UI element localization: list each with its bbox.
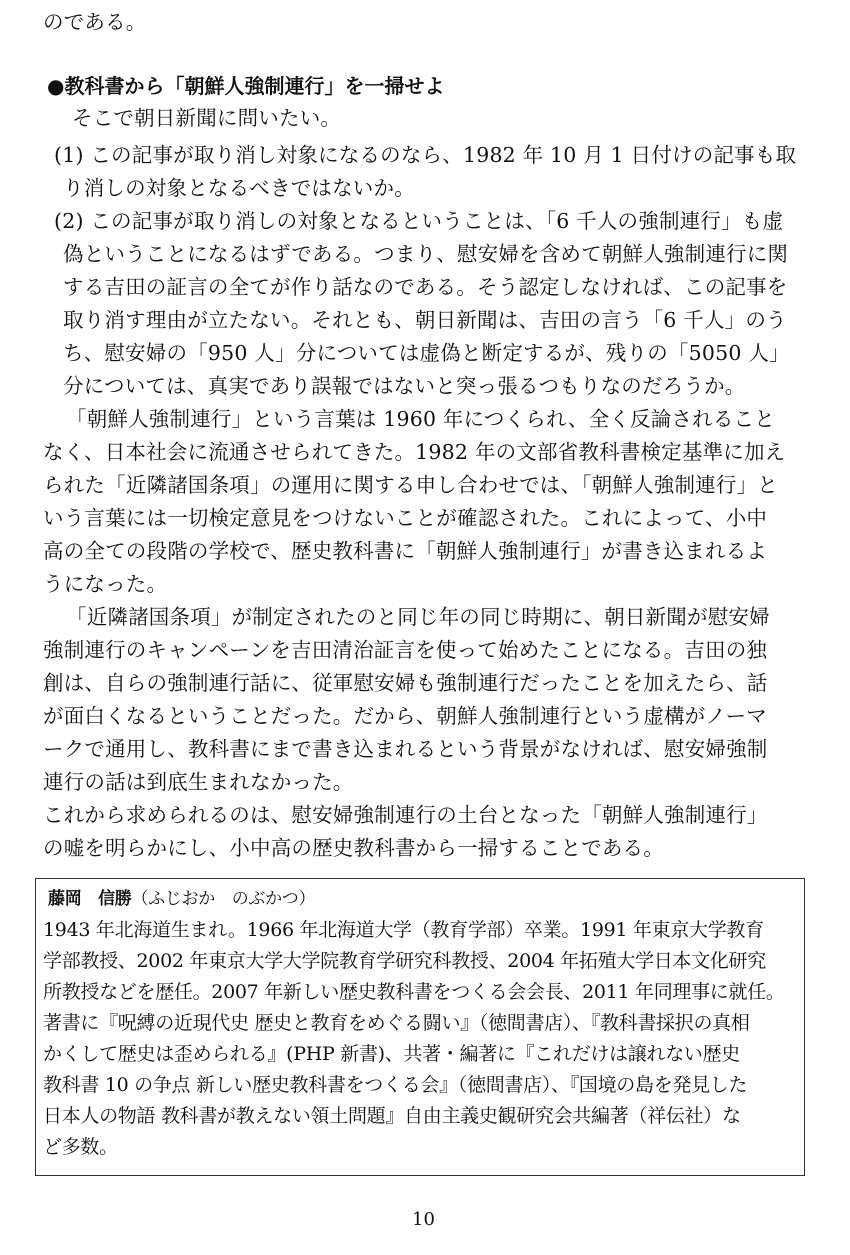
bio-line-5: かくして歴史は歪められる』(PHP 新書)、共著・編著に『これだけは譲れない歴史	[43, 1043, 741, 1065]
body-line-20: が面白くなるということだった。だから、朝鮮人強制連行という虚構がノーマ	[43, 704, 767, 728]
body-line-6: 偽ということになるはずである。つまり、慰安婦を含めて朝鮮人強制連行に関	[63, 242, 789, 266]
body-line-16: うになった。	[43, 572, 168, 596]
body-line-13: られた「近隣諸国条項」の運用に関する申し合わせでは、「朝鮮人強制連行」と	[43, 473, 778, 497]
body-line-3: (1) この記事が取り消し対象になるのなら、1982 年 10 月 1 日付けの記事も取	[54, 143, 797, 167]
body-line-11: 「朝鮮人強制連行」という言葉は 1960 年につくられ、全く反論されること	[66, 407, 775, 431]
author-name-reading: （ふじおか のぶかつ）	[131, 889, 316, 909]
body-line-21: ークで通用し、教科書にまで書き込まれるという背景がなければ、慰安婦強制	[43, 737, 768, 761]
bio-line-3: 所教授などを歴任。2007 年新しい歴史教科書をつくる会会長、2011 年同理事に就任。	[43, 981, 785, 1003]
author-name-line	[48, 887, 315, 910]
body-line-15: 高の全ての段階の学校で、歴史教科書に「朝鮮人強制連行」が書き込まれるよ	[43, 539, 768, 563]
body-line-9: ち、慰安婦の「950 人」分については虚偽と断定するが、残りの「5050 人」	[63, 341, 790, 365]
body-line-5: (2) この記事が取り消しの対象となるということは、「6 千人の強制連行」も虚	[54, 209, 784, 233]
author-bio-box	[35, 878, 805, 1176]
body-line-19: 創は、自らの強制連行話に、従軍慰安婦も強制連行だったことを加えたら、話	[43, 671, 768, 695]
body-line-7: する吉田の証言の全てが作り話なのである。そう認定しなければ、この記事を	[63, 275, 788, 299]
author-name: 藤岡 信勝	[48, 889, 132, 909]
section-heading: ●教科書から「朝鮮人強制連行」を一掃せよ	[47, 74, 445, 98]
bio-line-1: 1943 年北海道生まれ。1966 年北海道大学（教育学部）卒業。1991 年東京大学教育	[43, 919, 764, 941]
body-line-12: なく、日本社会に流通させられてきた。1982 年の文部省教科書検定基準に加え	[43, 440, 786, 464]
bio-line-2: 学部教授、2002 年東京大学大学院教育学研究科教授、2004 年拓殖大学日本文化研究	[43, 950, 766, 972]
bio-line-6: 教科書 10 の争点 新しい歴史教科書をつくる会』（徳間書店）、『国境の島を発見した	[43, 1074, 748, 1096]
body-line-17: 「近隣諸国条項」が制定されたのと同じ年の同じ時期に、朝日新聞が慰安婦	[66, 605, 770, 629]
body-line-18: 強制連行のキャンペーンを吉田清治証言を使って始めたことになる。吉田の独	[43, 638, 768, 662]
body-line-22: 連行の話は到底生まれなかった。	[43, 770, 354, 794]
body-line-4: り消しの対象となるべきではないか。	[63, 176, 415, 200]
bio-line-7: 日本人の物語 教科書が教えない領土問題』自由主義史観研究会共編著（祥伝社）な	[43, 1105, 741, 1127]
body-line-24: の嘘を明らかにし、小中高の歴史教科書から一掃することである。	[43, 836, 664, 860]
bio-line-8: ど多数。	[43, 1136, 118, 1158]
page-number: 10	[412, 1209, 435, 1230]
body-line-14: いう言葉には一切検定意見をつけないことが確認された。これによって、小中	[43, 506, 768, 530]
body-line-8: 取り消す理由が立たない。それとも、朝日新聞は、吉田の言う「6 千人」のう	[63, 308, 787, 332]
bio-line-4: 著書に『呪縛の近現代史 歴史と教育をめぐる闘い』（徳間書店）、『教科書採択の真相	[43, 1012, 750, 1034]
body-line-10: 分については、真実であり誤報ではないと突っ張るつもりなのだろうか。	[63, 374, 746, 398]
body-line-23: これから求められるのは、慰安婦強制連行の土台となった「朝鮮人強制連行」	[43, 803, 768, 827]
body-line-2: そこで朝日新聞に問いたい。	[72, 106, 342, 130]
body-line-1: のである。	[43, 10, 147, 34]
